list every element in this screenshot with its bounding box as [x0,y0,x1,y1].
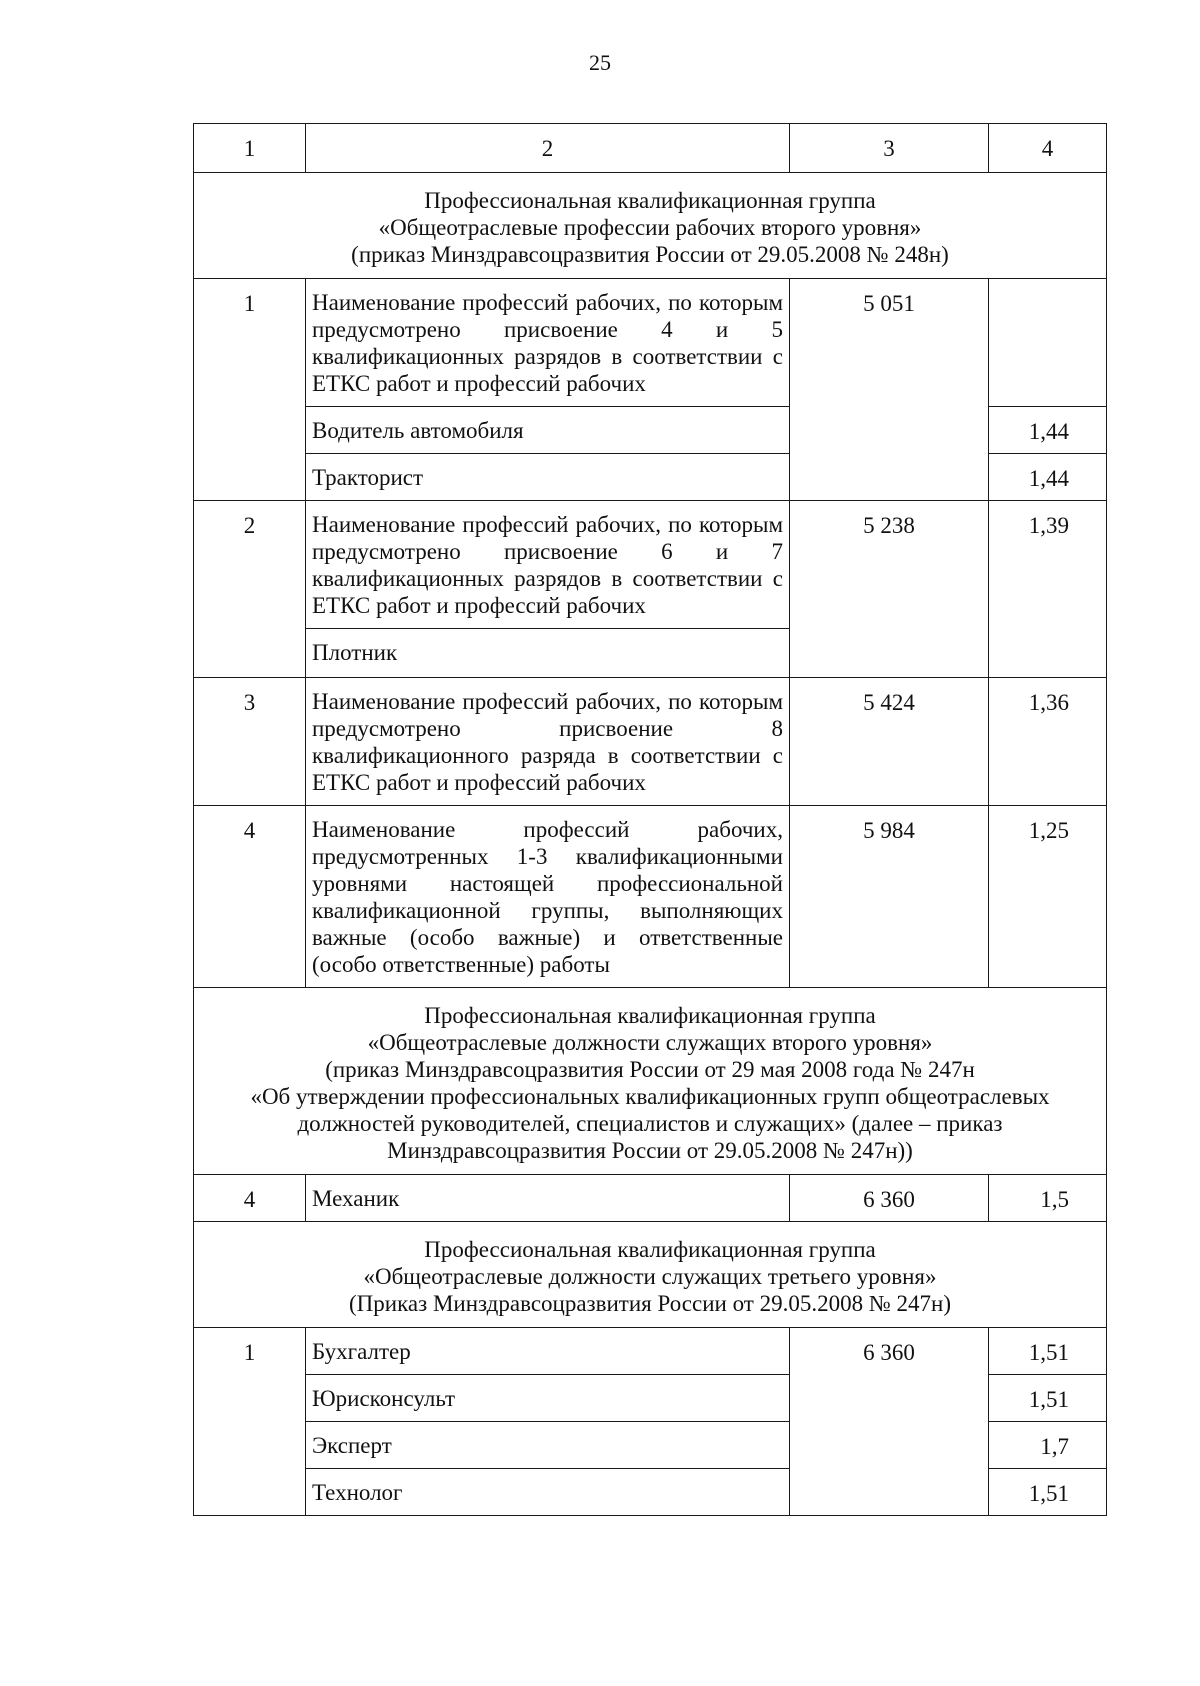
coefficient-empty [989,279,1107,407]
level-number: 1 [194,279,306,501]
header-cell: 1 [194,124,306,173]
level-number: 3 [194,678,306,806]
coefficient: 1,51 [989,1328,1107,1375]
level-number: 4 [194,806,306,988]
table-header-row [194,124,1107,173]
group-heading-line: «Общеотраслевые профессии рабочих второго уровня» [378,215,922,240]
group-heading [194,1222,1107,1328]
profession-name: Эксперт [306,1422,790,1469]
table-row [194,1328,1107,1375]
header-cell: 3 [790,124,989,173]
coefficient: 1,51 [989,1375,1107,1422]
profession-name: Тракторист [306,454,790,501]
header-cell: 4 [989,124,1107,173]
group-heading-line: Профессиональная квалификационная группа [424,1237,876,1262]
group-heading [194,173,1107,279]
table-row [194,501,1107,629]
base-salary: 5 238 [790,501,989,678]
group-heading-line: (приказ Минздравсоцразвития России от 29 мая 2008 года № 247н [325,1057,975,1082]
table-row [194,806,1107,988]
coefficient: 1,39 [989,501,1107,678]
coefficient: 1,51 [989,1469,1107,1516]
level-description: Наименование профессий рабочих, по которым предусмотрено присвоение 4 и 5 квалификационных разрядов в соответствии с ЕТКС работ и профессий рабочих [306,279,790,407]
coefficient: 1,25 [989,806,1107,988]
profession-name: Водитель автомобиля [306,407,790,454]
coefficient: 1,36 [989,678,1107,806]
group-heading [194,988,1107,1175]
table-row [194,279,1107,407]
profession-name: Технолог [306,1469,790,1516]
page-number: 25 [589,50,611,75]
base-salary: 6 360 [790,1328,989,1516]
group-heading-line: (Приказ Минздравсоцразвития России от 29.05.2008 № 247н) [349,1291,951,1316]
level-description: Наименование профессий рабочих, предусмотренных 1-3 квалификационными уровнями настоящей профессиональной квалификационной группы, выполняющих важные (особо важные) и ответственные (особо ответственные) работы [306,806,790,988]
base-salary: 6 360 [790,1175,989,1222]
group-heading-row [194,988,1107,1175]
table-row [194,1175,1107,1222]
coefficient: 1,44 [989,454,1107,501]
profession-name: Юрисконсульт [306,1375,790,1422]
profession-name: Механик [306,1175,790,1222]
profession-name: Бухгалтер [306,1328,790,1375]
group-heading-line: «Общеотраслевые должности служащих третьего уровня» [363,1264,937,1289]
coefficient: 1,7 [989,1422,1107,1469]
level-number: 4 [194,1175,306,1222]
group-heading-line: «Об утверждении профессиональных квалификационных групп общеотраслевых [250,1084,1050,1109]
base-salary: 5 984 [790,806,989,988]
group-heading-line: Профессиональная квалификационная группа [424,188,876,213]
level-description: Наименование профессий рабочих, по которым предусмотрено присвоение 8 квалификационного разряда в соответствии с ЕТКС работ и профессий рабочих [306,678,790,806]
group-heading-row [194,1222,1107,1328]
level-description: Наименование профессий рабочих, по которым предусмотрено присвоение 6 и 7 квалификационных разрядов в соответствии с ЕТКС работ и профессий рабочих [306,501,790,629]
base-salary: 5 051 [790,279,989,501]
group-heading-line: должностей руководителей, специалистов и служащих» (далее – приказ [297,1111,1003,1136]
base-salary: 5 424 [790,678,989,806]
level-number: 2 [194,501,306,678]
group-heading-row [194,173,1107,279]
table-row [194,678,1107,806]
coefficient: 1,44 [989,407,1107,454]
group-heading-line: Профессиональная квалификационная группа [424,1003,876,1028]
group-heading-line: (приказ Минздравсоцразвития России от 29.05.2008 № 248н) [351,242,949,267]
coefficient: 1,5 [989,1175,1107,1222]
header-cell: 2 [306,124,790,173]
salary-table [193,123,1107,1516]
group-heading-line: «Общеотраслевые должности служащих второго уровня» [367,1030,933,1055]
group-heading-line: Минздравсоцразвития России от 29.05.2008 № 247н)) [387,1138,913,1163]
level-number: 1 [194,1328,306,1516]
profession-name: Плотник [306,629,790,678]
